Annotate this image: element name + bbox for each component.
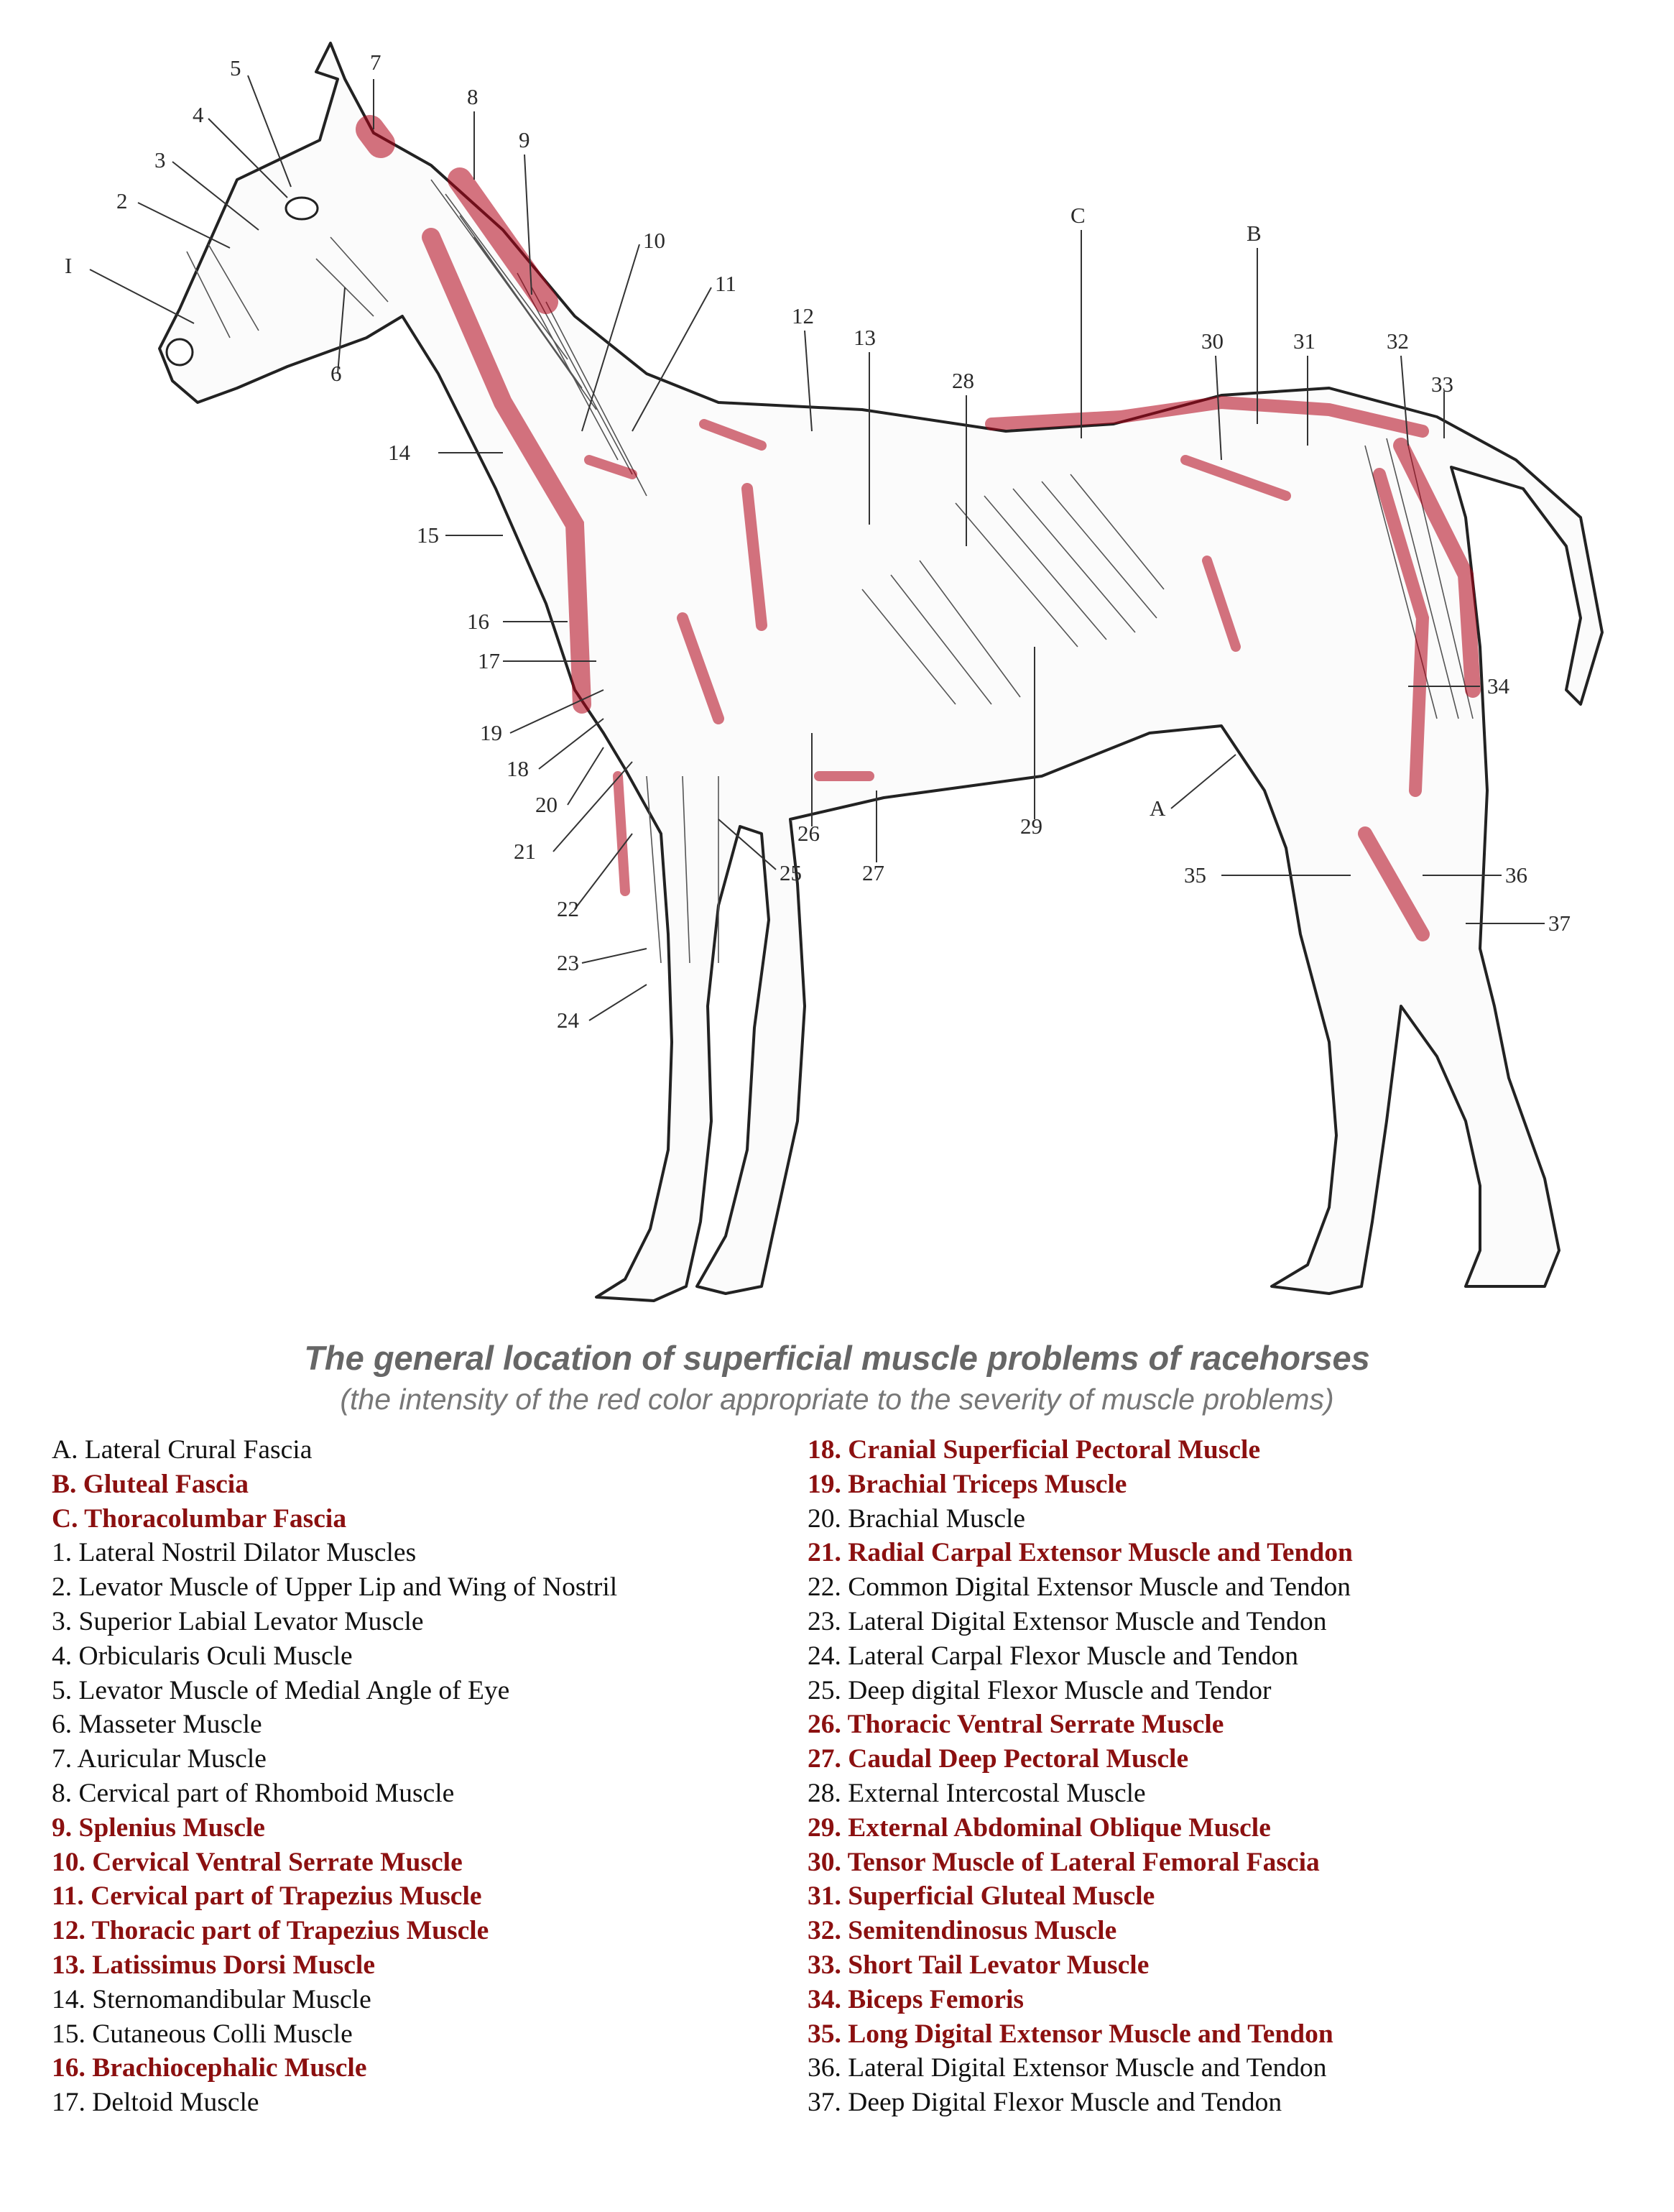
label-9: 9	[519, 127, 530, 152]
label-22: 22	[557, 896, 579, 921]
label-5: 5	[230, 55, 241, 80]
legend-right-column	[808, 1433, 1353, 2120]
horse-outline	[159, 43, 1602, 1301]
label-26: 26	[797, 821, 820, 846]
legend-item: 31. Superficial Gluteal Muscle	[808, 1881, 1155, 1912]
legend-item: 1. Lateral Nostril Dilator Muscles	[52, 1538, 417, 1568]
label-4: 4	[193, 102, 204, 127]
label-13: 13	[854, 325, 876, 350]
legend-item: 36. Lateral Digital Extensor Muscle and Tendon	[808, 2053, 1327, 2083]
label-19: 19	[480, 720, 502, 745]
legend-item: 11. Cervical part of Trapezius Muscle	[52, 1881, 482, 1912]
label-16: 16	[467, 609, 489, 634]
legend-item: 12. Thoracic part of Trapezius Muscle	[52, 1916, 489, 1946]
legend-item: 34. Biceps Femoris	[808, 1984, 1024, 2014]
label-35: 35	[1184, 862, 1206, 888]
legend-item: 26. Thoracic Ventral Serrate Muscle	[808, 1710, 1224, 1740]
legend-item: 23. Lateral Digital Extensor Muscle and Tendon	[808, 1606, 1327, 1636]
label-8: 8	[467, 84, 478, 109]
legend-item: 14. Sternomandibular Muscle	[52, 1984, 371, 2014]
label-32: 32	[1387, 328, 1409, 354]
label-20: 20	[535, 792, 558, 817]
legend-item: 10. Cervical Ventral Serrate Muscle	[52, 1847, 463, 1877]
label-36: 36	[1505, 862, 1527, 888]
legend-item: 3. Superior Labial Levator Muscle	[52, 1606, 424, 1636]
label-B: B	[1247, 221, 1262, 246]
legend-item: 24. Lateral Carpal Flexor Muscle and Tendon	[808, 1641, 1298, 1671]
legend-item: 21. Radial Carpal Extensor Muscle and Tendon	[808, 1538, 1353, 1568]
legend-item: 5. Levator Muscle of Medial Angle of Eye	[52, 1675, 510, 1705]
label-31: 31	[1293, 328, 1315, 354]
label-34: 34	[1487, 673, 1509, 699]
legend-item: 4. Orbicularis Oculi Muscle	[52, 1641, 353, 1671]
legend-item: 30. Tensor Muscle of Lateral Femoral Fascia	[808, 1847, 1320, 1877]
legend-item: 22. Common Digital Extensor Muscle and Tendon	[808, 1572, 1351, 1603]
legend-item: 33. Short Tail Levator Muscle	[808, 1950, 1150, 1980]
legend-item: 20. Brachial Muscle	[808, 1503, 1026, 1534]
label-33: 33	[1431, 372, 1453, 397]
label-10: 10	[643, 228, 665, 253]
label-29: 29	[1020, 814, 1042, 839]
label-24: 24	[557, 1008, 579, 1033]
label-27: 27	[862, 860, 884, 885]
legend-item: 32. Semitendinosus Muscle	[808, 1916, 1117, 1946]
label-37: 37	[1548, 911, 1571, 936]
legend-item: B. Gluteal Fascia	[52, 1469, 249, 1499]
legend-item: 25. Deep digital Flexor Muscle and Tendor	[808, 1675, 1272, 1705]
label-C: C	[1070, 203, 1086, 228]
label-18: 18	[507, 756, 529, 781]
legend-item: 15. Cutaneous Colli Muscle	[52, 2019, 353, 2049]
label-17: 17	[478, 648, 500, 673]
label-30: 30	[1201, 328, 1224, 354]
label-3: 3	[154, 147, 166, 172]
caption-subtitle: (the intensity of the red color appropriate to the severity of muscle problems)	[340, 1383, 1334, 1416]
label-28: 28	[952, 368, 974, 393]
legend-item: 27. Caudal Deep Pectoral Muscle	[808, 1744, 1189, 1774]
label-14: 14	[388, 440, 410, 465]
caption-title: The general location of superficial muscle problems of racehorses	[304, 1339, 1370, 1377]
legend-item: 2. Levator Muscle of Upper Lip and Wing of Nostril	[52, 1572, 618, 1603]
legend-item: 29. External Abdominal Oblique Muscle	[808, 1812, 1271, 1843]
label-6: 6	[330, 361, 342, 386]
label-12: 12	[792, 303, 814, 328]
label-25: 25	[780, 860, 802, 885]
legend-item: 19. Brachial Triceps Muscle	[808, 1469, 1127, 1499]
label-2: 2	[116, 188, 128, 213]
label-23: 23	[557, 950, 579, 975]
legend-item: 13. Latissimus Dorsi Muscle	[52, 1950, 375, 1980]
legend-item: C. Thoracolumbar Fascia	[52, 1503, 347, 1534]
legend-left-column	[52, 1433, 617, 2120]
legend-item: 8. Cervical part of Rhomboid Muscle	[52, 1778, 455, 1808]
legend-item: 37. Deep Digital Flexor Muscle and Tendon	[808, 2088, 1282, 2118]
label-21: 21	[514, 839, 536, 864]
label-I: I	[65, 253, 73, 278]
legend-item: 17. Deltoid Muscle	[52, 2088, 259, 2118]
legend-item: 9. Splenius Muscle	[52, 1812, 265, 1843]
label-15: 15	[417, 522, 439, 548]
legend-item: 6. Masseter Muscle	[52, 1710, 262, 1740]
legend-item: 18. Cranial Superficial Pectoral Muscle	[808, 1435, 1261, 1465]
legend-item: A. Lateral Crural Fascia	[52, 1435, 313, 1465]
label-7: 7	[370, 50, 381, 75]
legend-item: 16. Brachiocephalic Muscle	[52, 2053, 367, 2083]
label-11: 11	[715, 271, 736, 296]
legend-item: 35. Long Digital Extensor Muscle and Tendon	[808, 2019, 1333, 2049]
legend-item: 7. Auricular Muscle	[52, 1744, 267, 1774]
legend-item: 28. External Intercostal Muscle	[808, 1778, 1146, 1808]
label-A: A	[1150, 796, 1166, 821]
